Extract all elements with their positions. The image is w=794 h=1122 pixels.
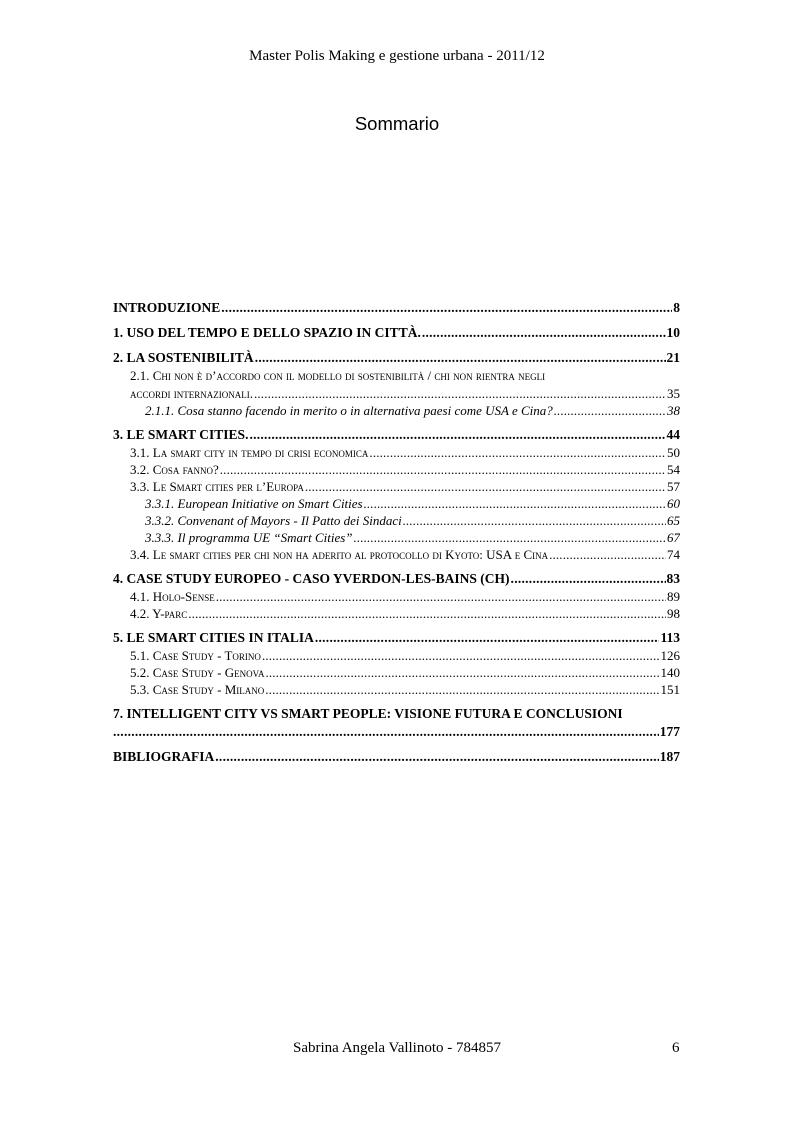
toc-entry-section-3-3-2[interactable]: 3.3.2. Convenant of Mayors - Il Patto dei Sindaci . . . 65 (113, 512, 680, 529)
toc-entry-chapter-2[interactable]: 2. LA SOSTENIBILITÀ . . . 21 (113, 349, 680, 367)
toc-entry-section-4-2[interactable]: 4.2. Y-parc . . . 98 (113, 605, 680, 622)
page-title: Sommario (354, 113, 440, 134)
toc-entry-section-3-3[interactable]: 3.3. Le Smart cities per l’Europa . . . 57 (113, 478, 680, 495)
toc-entry-text-line: 7. INTELLIGENT CITY VS SMART PEOPLE: VISIONE FUTURA E CONCLUSIONI (113, 706, 623, 721)
toc-entry-chapter-4[interactable]: 4. CASE STUDY EUROPEO - CASO YVERDON-LES-BAINS (CH) . . . 83 (113, 570, 680, 588)
toc-entry-section-5-1[interactable]: 5.1. Case Study - Torino . . . 126 (113, 647, 680, 664)
toc-entry-section-2-1-1[interactable]: 2.1.1. Cosa stanno facendo in merito o in alternativa paesi come USA e Cina? . . . 38 (113, 402, 680, 419)
toc-entry-chapter-7[interactable]: 7. INTELLIGENT CITY VS SMART PEOPLE: VISIONE FUTURA E CONCLUSIONI . . . 177 (113, 705, 680, 741)
toc-entry-text-line: 2.1. Chi non è d’accordo con il modello di sostenibilità / chi non rientra negli (130, 368, 546, 383)
toc-entry-introduzione[interactable]: INTRODUZIONE . . . 8 (113, 299, 680, 317)
toc-entry-section-3-4[interactable]: 3.4. Le smart cities per chi non ha aderito al protocollo di Kyoto: USA e Cina . . . 74 (113, 546, 680, 563)
toc-entry-section-3-3-3[interactable]: 3.3.3. Il programma UE “Smart Cities” . . . 67 (113, 529, 680, 546)
running-header: Master Polis Making e gestione urbana - 2011/12 (249, 48, 545, 64)
toc-entry-chapter-5[interactable]: 5. LE SMART CITIES IN ITALIA . . . 113 (113, 629, 680, 647)
toc-entry-section-5-2[interactable]: 5.2. Case Study - Genova . . . 140 (113, 664, 680, 681)
toc-entry-section-4-1[interactable]: 4.1. Holo-Sense . . . 89 (113, 588, 680, 605)
toc-entry-section-3-2[interactable]: 3.2. Cosa fanno? . . . 54 (113, 461, 680, 478)
toc-entry-chapter-3[interactable]: 3. LE SMART CITIES. . . . 44 (113, 426, 680, 444)
table-of-contents (113, 299, 680, 766)
toc-entry-chapter-1[interactable]: 1. USO DEL TEMPO E DELLO SPAZIO IN CITTÀ. . . . 10 (113, 324, 680, 342)
toc-entry-section-2-1[interactable]: 2.1. Chi non è d’accordo con il modello di sostenibilità / chi non rientra negli accordi internazionali. . . . 35 (113, 367, 680, 402)
page-number: 6 (672, 1040, 680, 1056)
toc-entry-section-5-3[interactable]: 5.3. Case Study - Milano . . . 151 (113, 681, 680, 698)
toc-entry-section-3-3-1[interactable]: 3.3.1. European Initiative on Smart Cities . . . 60 (113, 495, 680, 512)
toc-entry-section-3-1[interactable]: 3.1. La smart city in tempo di crisi economica . . . 50 (113, 444, 680, 461)
footer-author: Sabrina Angela Vallinoto - 784857 (292, 1040, 502, 1056)
toc-entry-bibliografia[interactable]: BIBLIOGRAFIA . . . 187 (113, 748, 680, 766)
